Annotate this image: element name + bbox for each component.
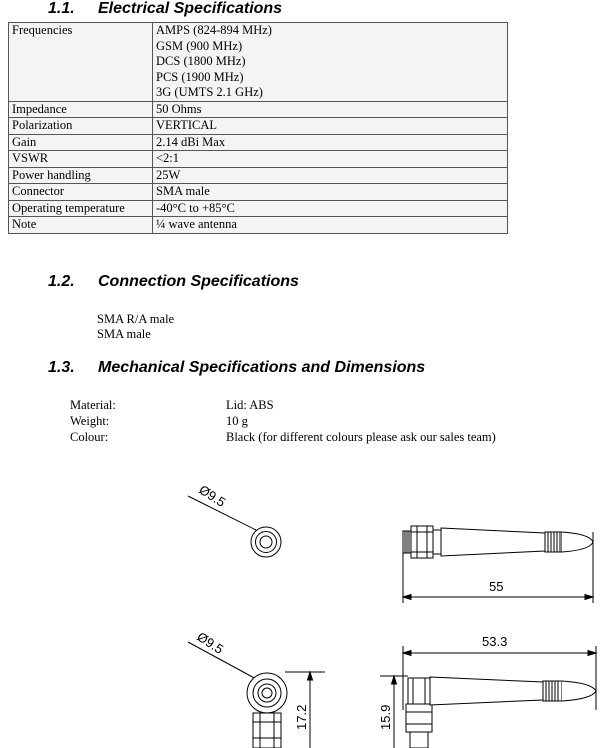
spec-value: ¼ wave antenna	[156, 217, 237, 231]
antenna-side-view-bottom	[378, 634, 596, 748]
material-label: Material:	[70, 398, 116, 412]
spec-row	[9, 118, 508, 135]
diameter-label-top: Ø9.5	[196, 481, 229, 510]
spec-value: 3G (UMTS 2.1 GHz)	[156, 85, 263, 99]
spec-value-cell	[153, 23, 508, 102]
height-label-right: 15.9	[378, 704, 393, 730]
spec-value-cell	[153, 101, 508, 118]
length-label-bottom: 53.3	[482, 634, 508, 649]
spec-value: 50 Ohms	[156, 101, 202, 116]
spec-key: Note	[9, 217, 153, 234]
spec-row	[9, 101, 508, 118]
spec-value-cell	[153, 217, 508, 234]
spec-value: -40°C to +85°C	[156, 200, 235, 215]
section-number: 1.1.	[48, 0, 75, 17]
spec-row	[9, 23, 508, 102]
colour-value: Black (for different colours please ask our sales team)	[226, 430, 496, 444]
spec-key: Impedance	[9, 101, 153, 118]
spec-key: Connector	[9, 184, 153, 201]
spec-row	[9, 184, 508, 201]
spec-key: Gain	[9, 134, 153, 151]
electrical-spec-table	[8, 22, 508, 234]
weight-value: 10 g	[226, 414, 248, 428]
spec-value: 2.14 dBi Max	[156, 134, 226, 149]
spec-key: Polarization	[9, 118, 153, 135]
spec-value: DCS (1800 MHz)	[156, 54, 246, 68]
connection-line-1: SMA R/A male	[97, 312, 175, 326]
colour-label: Colour:	[70, 430, 109, 444]
material-value: Lid: ABS	[226, 398, 274, 412]
diameter-label-bottom: Ø9.5	[194, 628, 227, 657]
section-number: 1.3.	[48, 359, 75, 376]
length-label-top: 55	[489, 579, 504, 594]
spec-row	[9, 134, 508, 151]
spec-value: PCS (1900 MHz)	[156, 69, 244, 84]
spec-value: SMA male	[156, 184, 210, 198]
spec-value: 25W	[156, 167, 181, 182]
height-label-left: 17.2	[294, 704, 309, 730]
spec-value-cell	[153, 151, 508, 168]
end-view-top	[251, 527, 281, 557]
section-number: 1.2.	[48, 273, 75, 290]
spec-value: GSM (900 MHz)	[156, 38, 243, 53]
section-title: Electrical Specifications	[98, 0, 283, 17]
connection-line-2: SMA male	[97, 327, 151, 341]
spec-key: Operating temperature	[9, 200, 153, 217]
section-heading-connection	[48, 273, 299, 291]
diameter-callout-top	[188, 482, 256, 530]
spec-key: Frequencies	[9, 23, 153, 102]
section-heading-mechanical	[48, 359, 426, 377]
spec-key: Power handling	[9, 167, 153, 184]
spec-key: VSWR	[9, 151, 153, 168]
spec-value: <2:1	[156, 151, 180, 165]
spec-row	[9, 151, 508, 168]
weight-label: Weight:	[70, 414, 110, 428]
spec-row	[9, 217, 508, 234]
spec-value-cell	[153, 118, 508, 135]
spec-value-cell	[153, 167, 508, 184]
mechanical-drawing	[0, 448, 600, 748]
section-title: Mechanical Specifications and Dimensions	[98, 359, 426, 376]
spec-row	[9, 167, 508, 184]
spec-value-cell	[153, 184, 508, 201]
end-view-bottom	[247, 672, 325, 748]
spec-value: VERTICAL	[156, 118, 218, 132]
spec-row	[9, 200, 508, 217]
antenna-side-view-top	[403, 526, 593, 603]
diameter-callout-bottom	[188, 629, 258, 680]
spec-value-cell	[153, 200, 508, 217]
section-heading-electrical	[48, 0, 283, 18]
spec-value: AMPS (824-894 MHz)	[156, 23, 272, 37]
spec-value-cell	[153, 134, 508, 151]
section-title: Connection Specifications	[98, 273, 299, 290]
